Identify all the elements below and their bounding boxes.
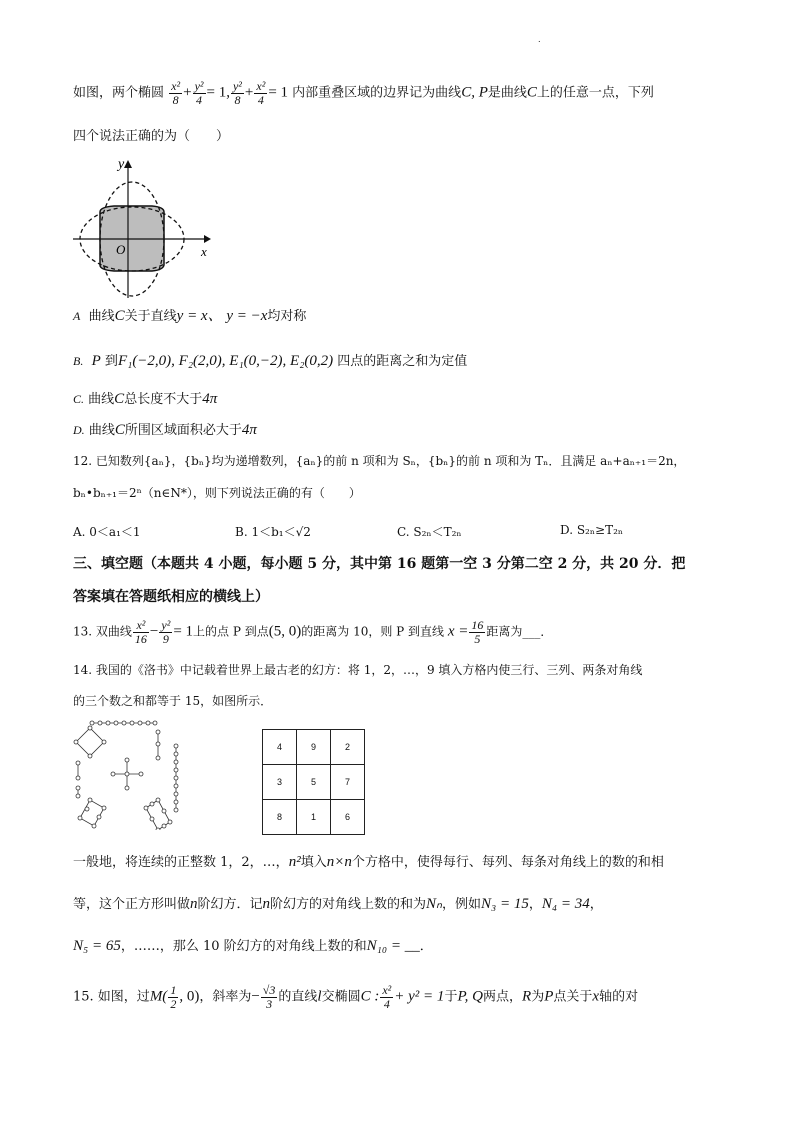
grid-cell: 3 xyxy=(263,765,297,800)
grid-cell: 2 xyxy=(331,730,365,765)
q11-line2: 四个说法正确的为（ ） xyxy=(73,129,230,144)
q14-line4: 等，这个正方形叫做n阶幻方．记n阶幻方的对角线上数的和为Nₙ，例如N₃ = 15，N₄ = 34， xyxy=(73,896,603,912)
q12-option-d: D. S₂ₙ≥T₂ₙ xyxy=(560,523,624,537)
grid-cell: 6 xyxy=(331,800,365,835)
frac-x2-16: $\frac{\text{x²}}{16}$ xyxy=(134,618,147,646)
origin-label: O xyxy=(116,242,126,257)
frac-1-2: $\frac{1}{2}$ xyxy=(170,983,177,1011)
q12-option-b: B. 1＜b₁＜√2 xyxy=(235,525,311,539)
frac-y2-9: $\frac{\text{y²}}{9}$ xyxy=(161,618,171,646)
luoshu-dot-diagram xyxy=(70,718,188,830)
q12-option-a: A. 0＜a₁＜1 xyxy=(73,525,141,539)
x-axis-label: x xyxy=(201,244,207,259)
q14-line3: 一般地，将连续的正整数 1，2，…，n²填入n×n个方格中，使得每行、每列、每条对角线上的数的和相 xyxy=(73,854,664,870)
frac-16-5: $\frac{16}{5}$ xyxy=(471,618,484,646)
q15-line: 15. 如图，过M( $\frac{1}{2}$ , 0)，斜率为− $\frac{√3}{3}$ 的直线l交椭圆C : $\frac{\text{x²}}{4}$ + y² = 1于P, Q两点，R为P点关于x轴的对 xyxy=(73,983,639,1011)
grid-cell: 5 xyxy=(297,765,331,800)
y-axis-arrow xyxy=(124,160,132,168)
grid-cell: 9 xyxy=(297,730,331,765)
y-axis-label: y xyxy=(118,157,125,172)
frac-x2-8: $\frac{\text{x²}}{8}$ xyxy=(171,79,181,107)
ellipse-figure xyxy=(70,155,215,303)
q11-option-b: B. P 到F₁(−2,0), F₂(2,0), E₁(0,−2), E₂(0,2) 四点的距离之和为定值 xyxy=(73,353,468,369)
magic-square-grid xyxy=(262,729,365,835)
section-3-heading-line1: 三、填空题（本题共 4 小题，每小题 5 分，其中第 16 题第一空 3 分第二空 2 分，共 20 分．把 xyxy=(73,556,686,572)
q12-option-c: C. S₂ₙ＜T₂ₙ xyxy=(397,525,462,539)
x-axis-arrow xyxy=(204,235,211,243)
grid-cell: 1 xyxy=(297,800,331,835)
frac-x2-4-ellipse: $\frac{\text{x²}}{4}$ xyxy=(382,983,392,1011)
frac-y2-4: $\frac{\text{y²}}{4}$ xyxy=(194,79,204,107)
stray-dot: . xyxy=(538,35,541,44)
q11-line1: 如图，两个椭圆 $\frac{\text{x²}}{8}$ + $\frac{\text{y²}}{4}$ = 1, $\frac{\text{y²}}{8}$ + $\frac{\text{x²}}{4}$ = 1 内部重叠区域的边界记为曲线C, P是曲线C上的任意一点，下列 xyxy=(73,79,654,107)
frac-sqrt3-3: $\frac{√3}{3}$ xyxy=(262,983,276,1011)
q13-line: 13. 双曲线 $\frac{\text{x²}}{16}$ − $\frac{\text{y²}}{9}$ = 1上的点 P 到点(5, 0)的距离为 10，则 P 到直线 x = $\frac{16}{5}$ 距离为___． xyxy=(73,618,553,646)
grid-cell: 7 xyxy=(331,765,365,800)
section-3-heading-line2: 答案填在答题纸相应的横线上） xyxy=(73,589,269,605)
q14-line1: 14. 我国的《洛书》中记载着世界上最古老的幻方：将 1，2，…，9 填入方格内使三行、三列、两条对角线 xyxy=(73,663,643,677)
grid-cell: 8 xyxy=(263,800,297,835)
frac-y2-8: $\frac{\text{y²}}{8}$ xyxy=(232,79,242,107)
q11-option-c: C. 曲线C总长度不大于4π xyxy=(73,391,218,407)
q14-line2: 的三个数之和都等于 15，如图所示． xyxy=(73,694,273,708)
q12-line1: 12. 已知数列{aₙ}，{bₙ}均为递增数列，{aₙ}的前 n 项和为 Sₙ，{bₙ}的前 n 项和为 Tₙ．且满足 aₙ+aₙ₊₁＝2n， xyxy=(73,454,686,468)
q12-line2: bₙ•bₙ₊₁＝2ⁿ（n∈N*），则下列说法正确的有（ ） xyxy=(73,486,361,500)
frac-x2-4: $\frac{\text{x²}}{4}$ xyxy=(256,79,266,107)
grid-cell: 4 xyxy=(263,730,297,765)
q14-line5: N₅ = 65，……，那么 10 阶幻方的对角线上数的和N₁₀ = __． xyxy=(73,938,433,954)
q11-option-d: D. 曲线C所围区域面积必大于4π xyxy=(73,422,257,438)
q11-option-a: A 曲线C关于直线y = x、 y = −x均对称 xyxy=(73,308,307,324)
